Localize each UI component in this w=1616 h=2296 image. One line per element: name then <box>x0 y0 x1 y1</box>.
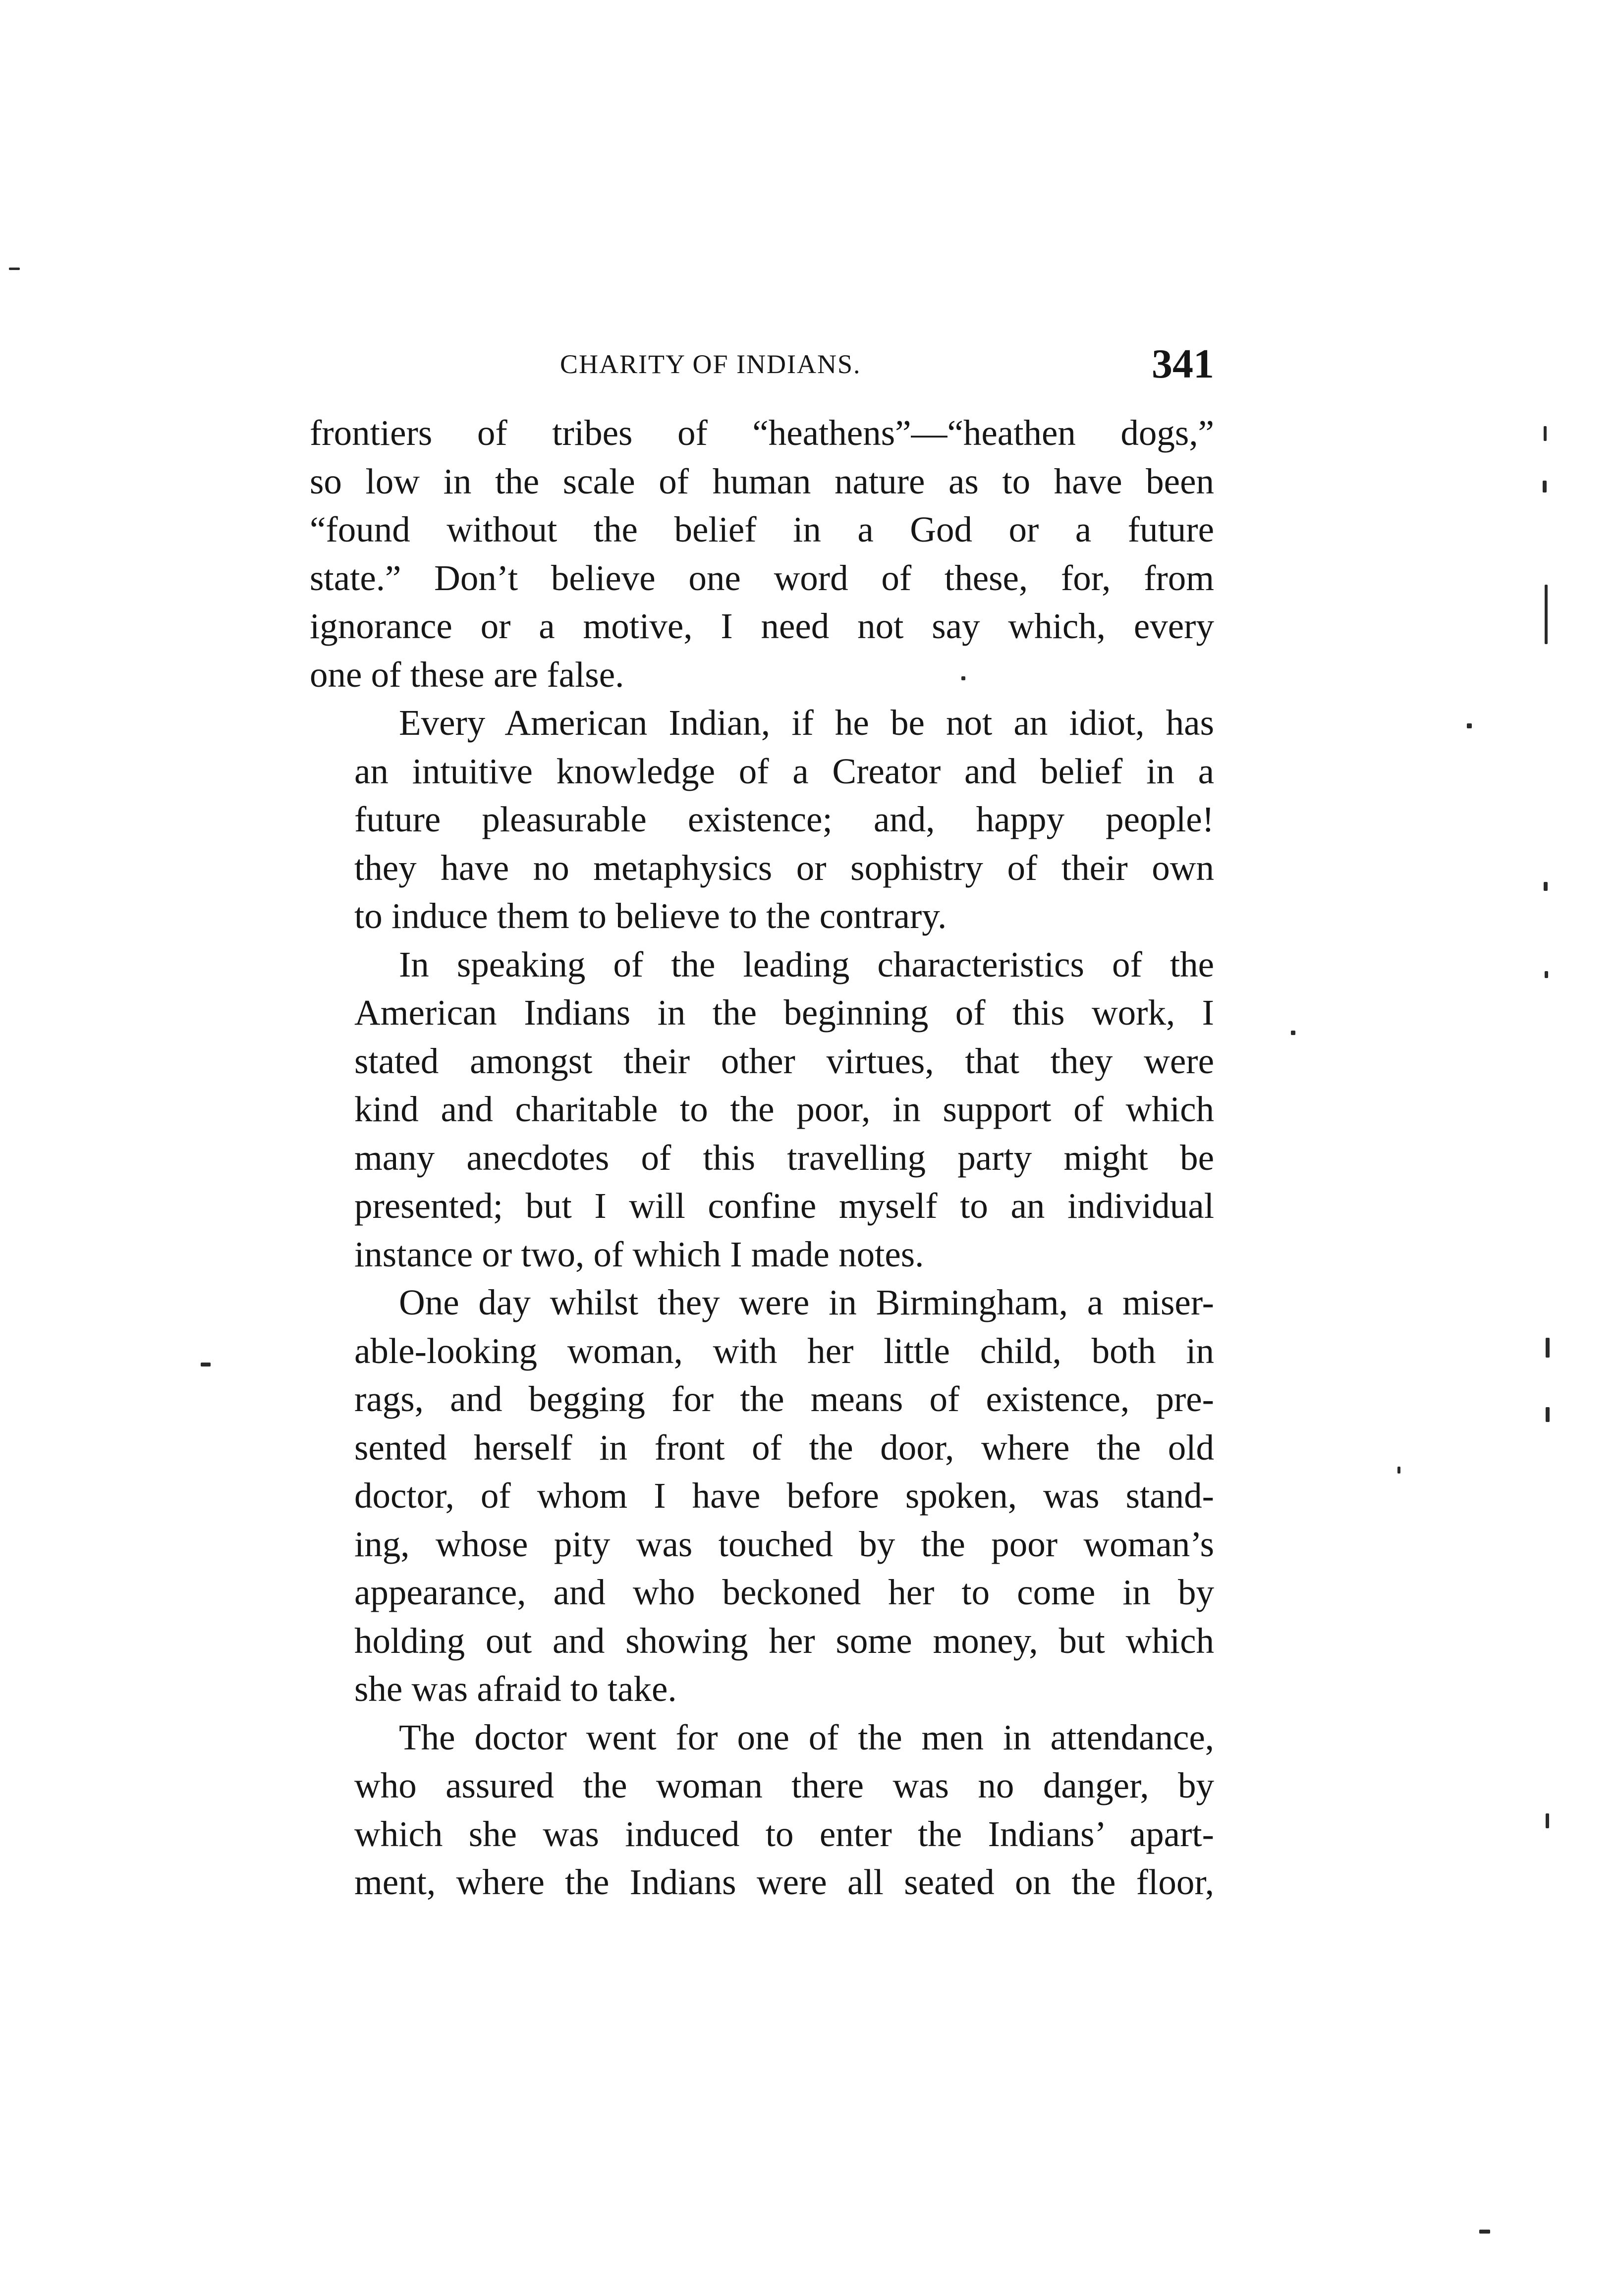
text-line: frontiers of tribes of “heathens”—“heathen dogs,” <box>310 413 1214 453</box>
text-line: Every American Indian, if he be not an idiot, has <box>399 703 1214 743</box>
text-line: which she was induced to enter the Indians’ apart- <box>354 1813 1214 1854</box>
scan-speck <box>1546 1813 1549 1828</box>
text-line: she was afraid to take. <box>354 1669 677 1709</box>
scan-speck <box>1467 723 1472 728</box>
scan-speck <box>9 268 20 270</box>
text-line: ignorance or a motive, I need not say which, every <box>310 606 1214 646</box>
running-head <box>560 340 1214 394</box>
scan-speck <box>1397 1467 1400 1474</box>
text-line: they have no metaphysics or sophistry of their own <box>354 847 1214 888</box>
text-line: one of these are false. <box>310 654 624 695</box>
text-line: future pleasurable existence; and, happy people! <box>354 799 1214 839</box>
text-line: who assured the woman there was no danger, by <box>354 1765 1214 1805</box>
scan-speck <box>1544 426 1547 441</box>
text-line: stated amongst their other virtues, that they were <box>354 1040 1214 1081</box>
scan-speck <box>1546 1407 1550 1422</box>
running-title: CHARITY OF INDIANS. <box>560 349 861 379</box>
scan-speck <box>1291 1031 1295 1035</box>
text-line: ing, whose pity was touched by the poor woman’s <box>354 1524 1214 1564</box>
text-line: In speaking of the leading characteristics of the <box>399 944 1214 984</box>
text-line: able-looking woman, with her little child, both in <box>354 1330 1214 1371</box>
scan-speck <box>1545 971 1548 978</box>
text-line: rags, and begging for the means of existence, pre- <box>354 1379 1214 1419</box>
text-line: so low in the scale of human nature as to have been <box>310 461 1214 501</box>
paragraph-2 <box>310 699 1214 940</box>
page-edge-marks <box>1539 327 1563 1863</box>
text-line: an intuitive knowledge of a Creator and belief in a <box>354 751 1214 791</box>
paragraph-4 <box>310 1278 1214 1713</box>
scan-speck <box>1546 1338 1550 1358</box>
body-text <box>310 409 1214 1907</box>
text-line: holding out and showing her some money, but which <box>354 1620 1214 1661</box>
text-line: doctor, of whom I have before spoken, was stand- <box>354 1476 1214 1516</box>
text-line: to induce them to believe to the contrary. <box>354 896 947 936</box>
text-line: sented herself in front of the door, where the old <box>354 1427 1214 1468</box>
scan-speck <box>201 1363 211 1367</box>
text-line: many anecdotes of this travelling party might be <box>354 1137 1214 1178</box>
text-line: The doctor went for one of the men in attendance, <box>399 1717 1214 1757</box>
text-line: state.” Don’t believe one word of these, for, from <box>310 557 1214 598</box>
text-line: appearance, and who beckoned her to come in by <box>354 1572 1214 1612</box>
text-line: American Indians in the beginning of this work, I <box>354 992 1214 1033</box>
text-line: presented; but I will confine myself to an individual <box>354 1186 1214 1226</box>
paragraph-1 <box>310 409 1214 699</box>
text-line: instance or two, of which I made notes. <box>354 1234 924 1274</box>
scan-speck <box>1543 481 1547 492</box>
text-line: kind and charitable to the poor, in support of which <box>354 1089 1214 1129</box>
scan-speck <box>1545 585 1548 644</box>
text-line: “found without the belief in a God or a future <box>310 509 1214 549</box>
paragraph-3 <box>310 940 1214 1279</box>
page-number: 341 <box>1152 341 1214 387</box>
scan-speck <box>1479 2230 1490 2234</box>
scan-speck <box>1544 882 1548 891</box>
paragraph-5 <box>310 1713 1214 1907</box>
text-line: ment, where the Indians were all seated on the floor, <box>354 1862 1214 1902</box>
scan-speck <box>961 676 965 680</box>
text-line: One day whilst they were in Birmingham, a miser- <box>399 1282 1214 1322</box>
